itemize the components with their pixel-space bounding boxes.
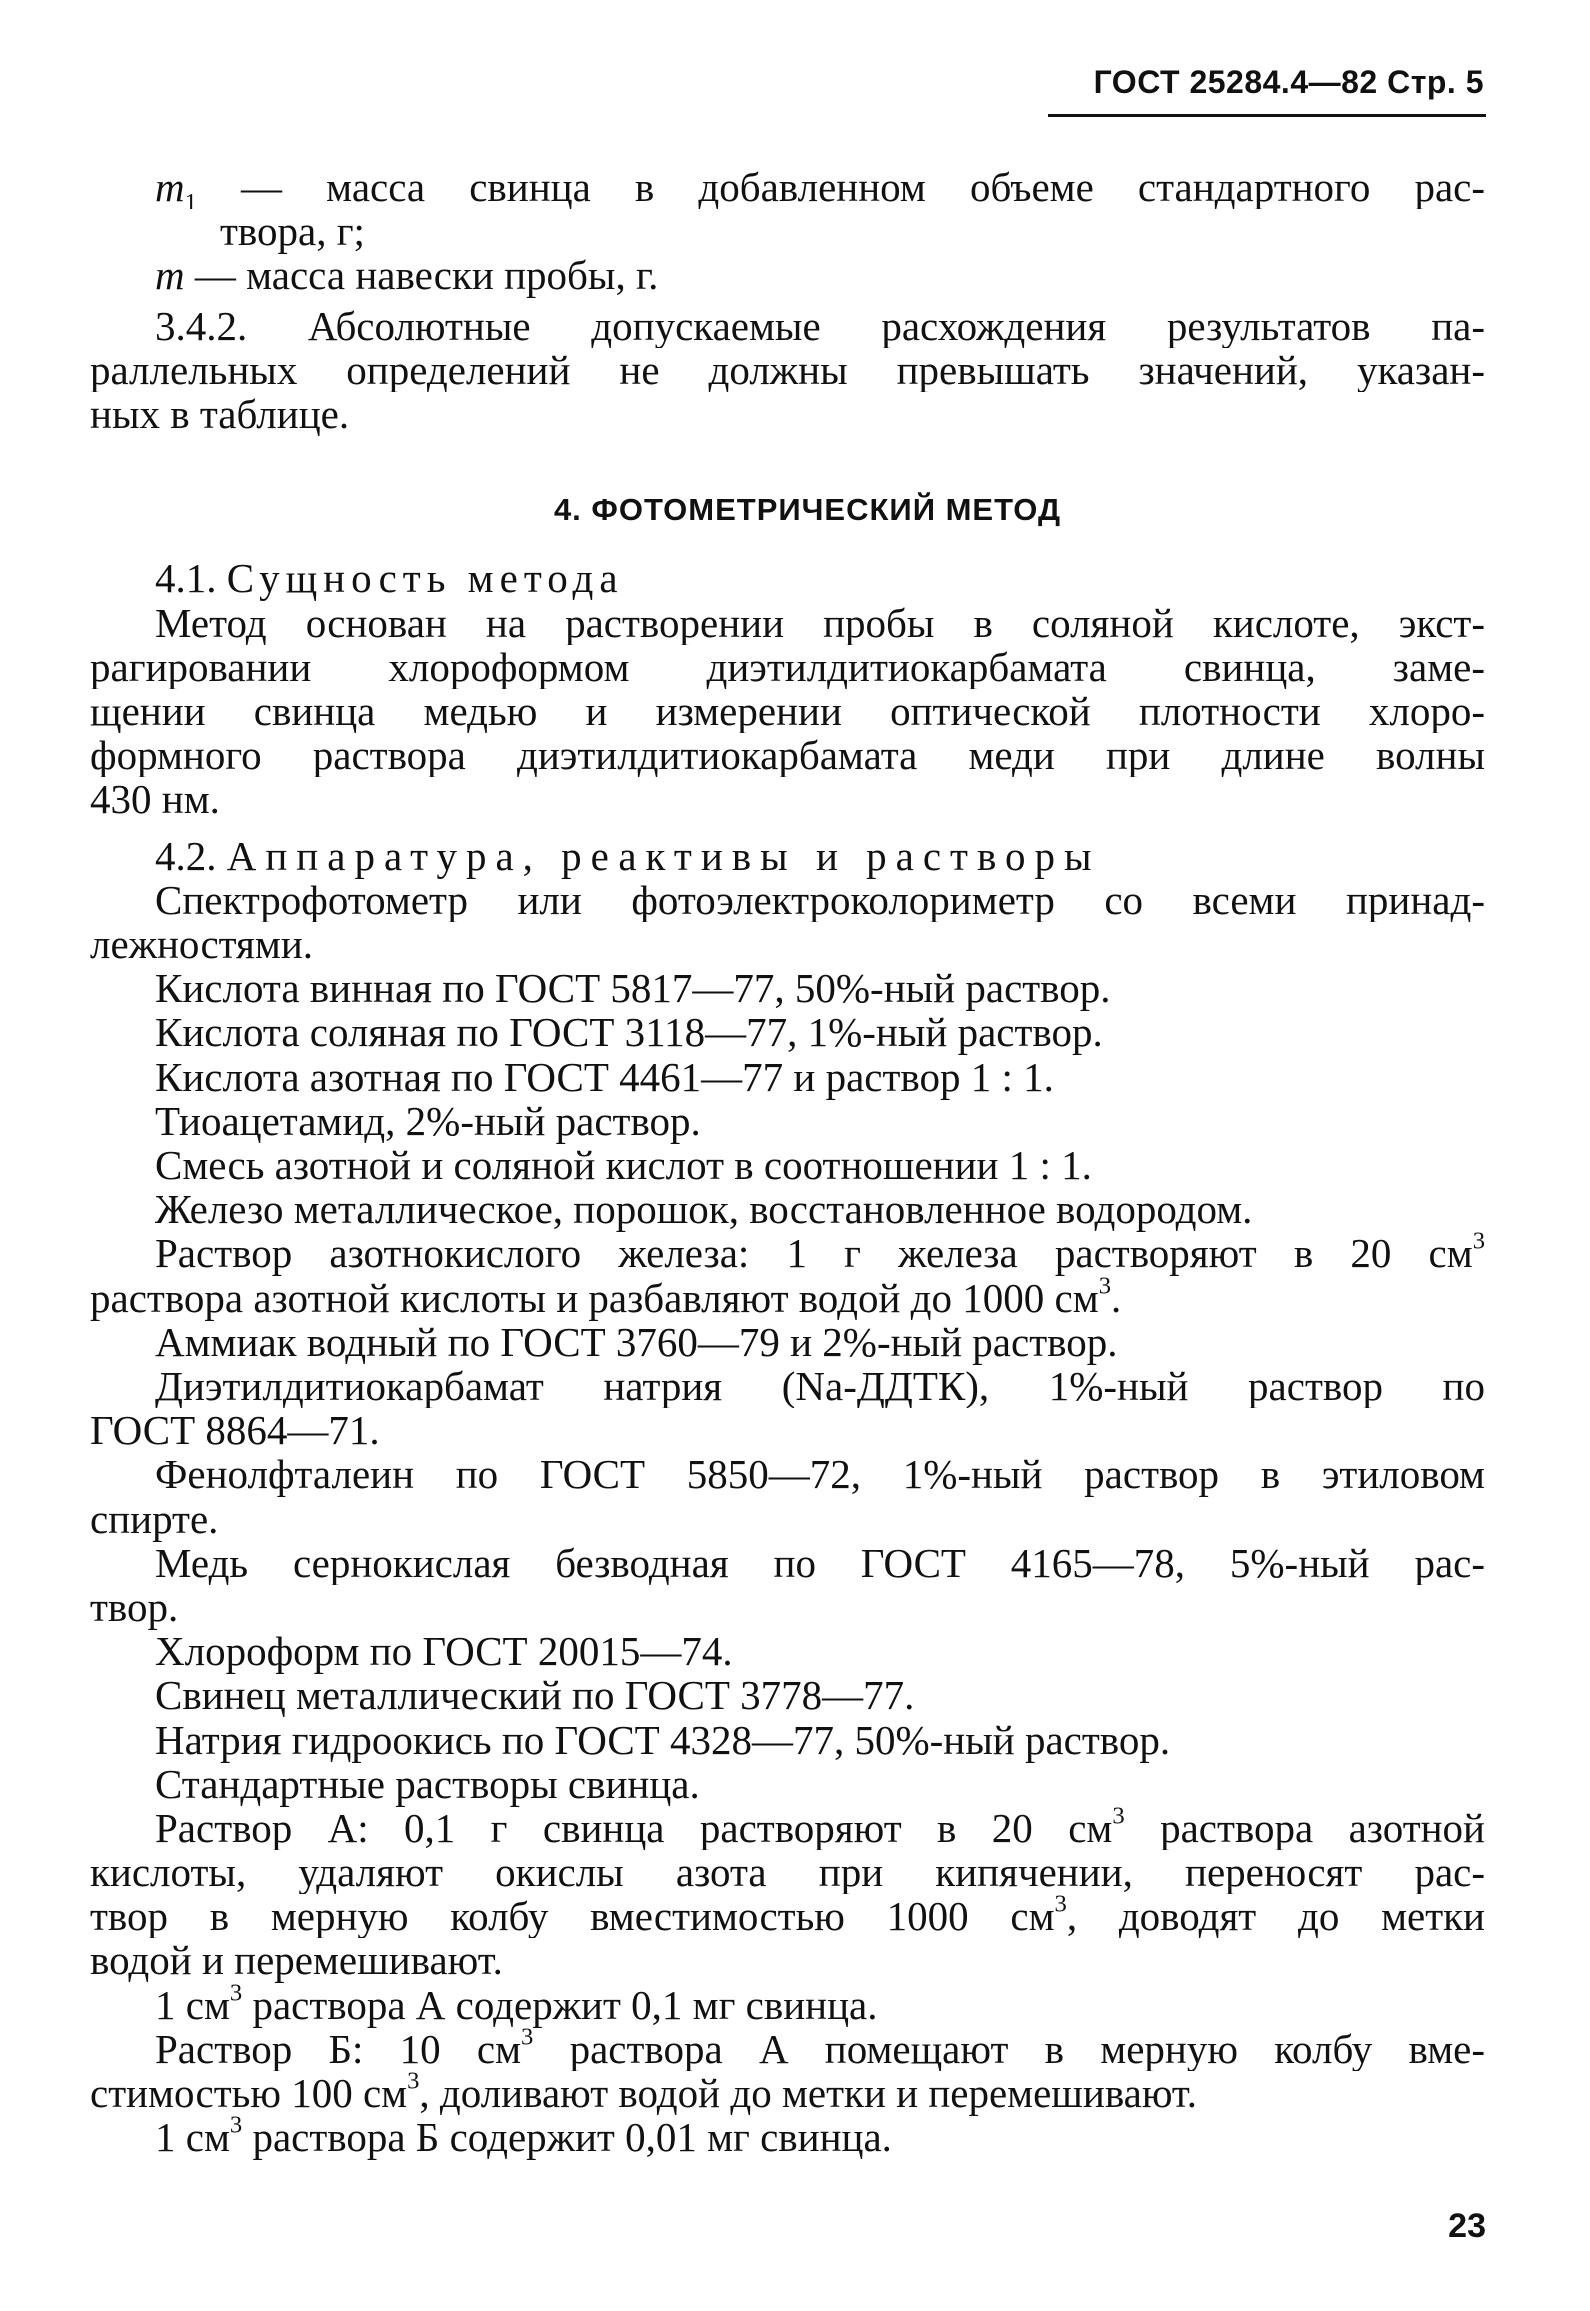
text-segment: раствора А содержит 0,1 мг свинца. bbox=[242, 1981, 878, 2028]
paragraph-line bbox=[90, 2027, 1485, 2071]
definition-line: твора, г; bbox=[220, 208, 365, 255]
definition-text: масса свинца в добавленном объеме стандартного рас- bbox=[326, 165, 1485, 210]
page-number: 23 bbox=[1448, 2207, 1486, 2245]
subsection-heading-text: Аппаратура, реактивы и растворы bbox=[226, 832, 1101, 879]
subsection-heading bbox=[90, 834, 1485, 878]
reagent-line: Аммиак водный по ГОСТ 3760—79 и 2%-ный раствор. bbox=[155, 1318, 1118, 1365]
subsection-number: 4.1. bbox=[155, 555, 227, 602]
paragraph-line: лежностями. bbox=[90, 920, 314, 967]
reagent-line: Стандартные растворы свинца. bbox=[155, 1760, 700, 1807]
text-segment: Раствор азотнокислого железа: 1 г железа растворяют в 20 см bbox=[155, 1231, 1473, 1276]
clause-3-4-2 bbox=[90, 304, 1485, 437]
reagent-line bbox=[90, 1272, 1485, 1321]
reagent-line: Смесь азотной и соляной кислот в соотношении 1 : 1. bbox=[155, 1141, 1092, 1188]
paragraph-line: кислоты, удаляют окислы азота при кипячении, переносят рас- bbox=[90, 1850, 1485, 1895]
paragraph-line bbox=[90, 1806, 1485, 1850]
reagent-line: спирте. bbox=[90, 1495, 219, 1542]
text-segment: твор в мерную колбу вместимостью 1000 см bbox=[90, 1894, 1055, 1939]
text-segment: раствора азотной кислоты и разбавляют водой до 1000 см bbox=[90, 1274, 1099, 1321]
paragraph-line: щении свинца медью и измерении оптической плотности хлоро- bbox=[90, 688, 1485, 734]
superscript: 3 bbox=[229, 2111, 243, 2139]
reagent-line: Железо металлическое, порошок, восстановленное водородом. bbox=[155, 1186, 1253, 1233]
symbol: m bbox=[155, 165, 185, 210]
superscript: 3 bbox=[1054, 1894, 1067, 1918]
reagent-line: Медь сернокислая безводная по ГОСТ 4165—78, 5%-ный рас- bbox=[155, 1540, 1485, 1585]
text-segment: Раствор А: 0,1 г свинца растворяют в 20 см bbox=[155, 1805, 1113, 1851]
subsection-4-2 bbox=[90, 834, 1485, 2160]
paragraph-line: 430 нм. bbox=[90, 776, 220, 823]
text-segment: 1 см bbox=[155, 2114, 230, 2161]
paragraph-line: Метод основан на растворении пробы в соляной кислоте, экст- bbox=[155, 600, 1485, 645]
reagent-line: ГОСТ 8864—71. bbox=[90, 1407, 380, 1454]
superscript: 3 bbox=[1098, 1272, 1111, 1300]
reagent-line: Кислота винная по ГОСТ 5817—77, 50%-ный раствор. bbox=[155, 965, 1111, 1012]
definition-line bbox=[90, 165, 1485, 209]
paragraph-line: Спектрофотометр или фотоэлектроколориметр со всеми принад- bbox=[155, 877, 1485, 922]
paragraph-line bbox=[90, 2067, 1485, 2117]
paragraph-line: 3.4.2. Абсолютные допускаемые расхождения результатов па- bbox=[155, 303, 1485, 348]
subsection-number: 4.2. bbox=[155, 832, 227, 879]
text-segment: раствора А помещают в мерную колбу вме- bbox=[533, 2026, 1485, 2072]
paragraph-line bbox=[90, 2111, 1485, 2161]
text-segment: , доливают водой до метки и перемешивают. bbox=[419, 2070, 1198, 2117]
paragraph-line bbox=[90, 1894, 1485, 1938]
definition-dash: — bbox=[241, 165, 327, 210]
symbol: m bbox=[155, 252, 185, 299]
paragraph-line bbox=[90, 1979, 1485, 2028]
paragraph-line: раллельных определений не должны превышать значений, указан- bbox=[90, 347, 1485, 392]
superscript: 3 bbox=[407, 2067, 420, 2095]
subsection-4-1 bbox=[90, 556, 1485, 821]
reagent-line: Натрия гидроокись по ГОСТ 4328—77, 50%-ный раствор. bbox=[155, 1716, 1171, 1763]
text-segment: стимостью 100 см bbox=[90, 2070, 408, 2117]
text-segment: . bbox=[1110, 1274, 1122, 1321]
paragraph-line: формного раствора диэтилдитиокарбамата меди при длине волны bbox=[90, 733, 1485, 778]
superscript: 3 bbox=[229, 1979, 243, 2007]
paragraph-line: ных в таблице. bbox=[90, 390, 350, 437]
paragraph-line: рагировании хлороформом диэтилдитиокарбамата свинца, заме- bbox=[90, 644, 1485, 689]
definition-m1 bbox=[90, 165, 1485, 253]
subsection-heading bbox=[90, 556, 1485, 600]
text-segment: , доводят до метки bbox=[1066, 1894, 1485, 1939]
subsection-heading-text: Сущность метода bbox=[226, 555, 624, 602]
reagent-line bbox=[90, 1231, 1485, 1275]
definition-dash: — bbox=[184, 252, 247, 299]
text-segment: раствора Б содержит 0,01 мг свинца. bbox=[242, 2114, 892, 2161]
reagent-line: Фенолфталеин по ГОСТ 5850—72, 1%-ный раствор в этиловом bbox=[155, 1452, 1485, 1497]
reagent-line: Хлороформ по ГОСТ 20015—74. bbox=[155, 1628, 733, 1675]
text-segment: раствора азотной bbox=[1124, 1805, 1485, 1851]
definition-m bbox=[90, 253, 1485, 297]
definition-text: масса навески пробы, г. bbox=[246, 252, 659, 299]
section-title: 4. ФОТОМЕТРИЧЕСКИЙ МЕТОД bbox=[553, 492, 1062, 528]
reagent-line: Кислота азотная по ГОСТ 4461—77 и раствор 1 : 1. bbox=[155, 1053, 1054, 1100]
superscript: 3 bbox=[521, 2026, 534, 2051]
reagent-line: Свинец металлический по ГОСТ 3778—77. bbox=[155, 1672, 915, 1719]
superscript: 3 bbox=[1472, 1231, 1485, 1255]
symbol-subscript: 1 bbox=[184, 189, 197, 210]
reagent-line: Тиоацетамид, 2%-ный раствор. bbox=[155, 1097, 701, 1144]
text-segment: Раствор Б: 10 см bbox=[155, 2026, 522, 2072]
reagent-line: Диэтилдитиокарбамат натрия (Na-ДДТК), 1%-ный раствор по bbox=[155, 1363, 1485, 1409]
superscript: 3 bbox=[1112, 1805, 1125, 1830]
paragraph-line: водой и перемешивают. bbox=[90, 1937, 503, 1984]
page-content bbox=[90, 165, 1485, 2159]
running-header: ГОСТ 25284.4—82 Стр. 5 bbox=[1093, 64, 1484, 100]
header-rule bbox=[1048, 114, 1486, 117]
reagent-line: Кислота соляная по ГОСТ 3118—77, 1%-ный раствор. bbox=[155, 1009, 1103, 1056]
reagent-line: твор. bbox=[90, 1583, 179, 1630]
text-segment: 1 см bbox=[155, 1981, 230, 2028]
definition-line bbox=[90, 253, 1485, 297]
